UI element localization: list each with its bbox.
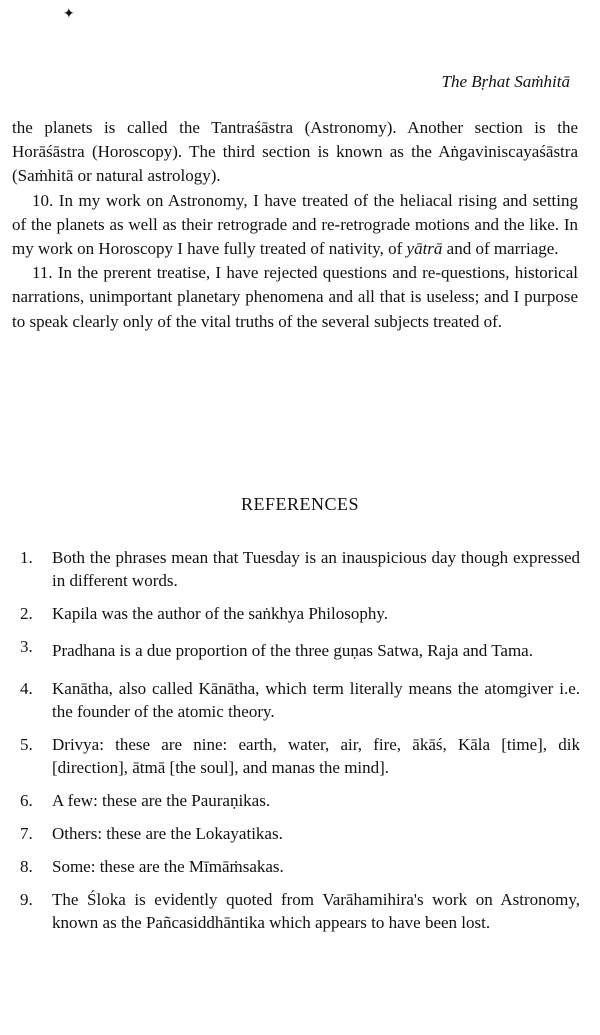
reference-text: Drivya: these are nine: earth, water, air, fire, ākāś, Kāla [time], dik [direction], ātmā [the soul], and manas the mind]. <box>52 735 580 777</box>
reference-text: The Śloka is evidently quoted from Varāhamihira's work on Astronomy, known as the Pañcasiddhāntika which appears to have been lost. <box>52 890 580 932</box>
paragraph-continued: the planets is called the Tantraśāstra (Astronomy). Another section is the Horāśāstra (Horoscopy). The third section is known as the Aṅgaviniscayaśāstra (Saṁhitā or natural astrology). <box>12 118 578 186</box>
references-list <box>20 546 580 944</box>
reference-item <box>20 888 580 934</box>
reference-item <box>20 855 580 878</box>
page-mark: ✦ <box>63 7 75 22</box>
paragraph-11: 11. In the prerent treatise, I have rejected questions and re-questions, historical narrations, unimportant planetary phenomena and all that is useless; and I purpose to speak clearly only of the vital truths of the several subjects treated of. <box>12 263 578 331</box>
reference-number: 1. <box>20 548 33 567</box>
paragraph-10-italic: yātrā <box>406 239 443 259</box>
reference-number: 9. <box>20 890 33 909</box>
running-head: The Bṛhat Saṁhitā <box>441 72 570 91</box>
paragraph-10-text: 10. In my work on Astronomy, I have treated of the heliacal rising and setting of the planets as well as their retrograde and re-retrograde motions and the like. In my work on Horoscopy I have fully treated of nativity, of <box>12 190 578 259</box>
reference-item <box>20 602 580 625</box>
reference-item <box>20 635 580 667</box>
reference-item <box>20 546 580 592</box>
reference-item <box>20 677 580 723</box>
reference-item <box>20 822 580 845</box>
body-text <box>12 116 578 334</box>
reference-text: Some: these are the Mīmāṁsakas. <box>52 857 284 876</box>
reference-number: 5. <box>20 735 33 754</box>
reference-number: 2. <box>20 604 33 623</box>
reference-item <box>20 789 580 812</box>
reference-text: A few: these are the Pauraṇikas. <box>52 791 271 810</box>
reference-number: 4. <box>20 679 33 698</box>
reference-number: 6. <box>20 791 33 810</box>
reference-text: Pradhana is a due proportion of the three guṇas Satwa, Raja and Tama. <box>52 641 533 660</box>
reference-number: 8. <box>20 857 33 876</box>
paragraph-10-end: and of marriage. <box>442 239 559 259</box>
paragraph-10 <box>12 189 578 262</box>
reference-text: Both the phrases mean that Tuesday is an inauspicious day though expressed in different words. <box>52 548 580 590</box>
reference-text: Others: these are the Lokayatikas. <box>52 824 283 843</box>
reference-number: 3. <box>20 637 33 656</box>
references-heading: REFERENCES <box>240 494 360 514</box>
reference-item <box>20 733 580 779</box>
reference-number: 7. <box>20 824 33 843</box>
reference-text: Kapila was the author of the saṅkhya Philosophy. <box>52 604 388 623</box>
reference-text: Kanātha, also called Kānātha, which term literally means the atomgiver i.e. the founder of the atomic theory. <box>52 679 580 721</box>
